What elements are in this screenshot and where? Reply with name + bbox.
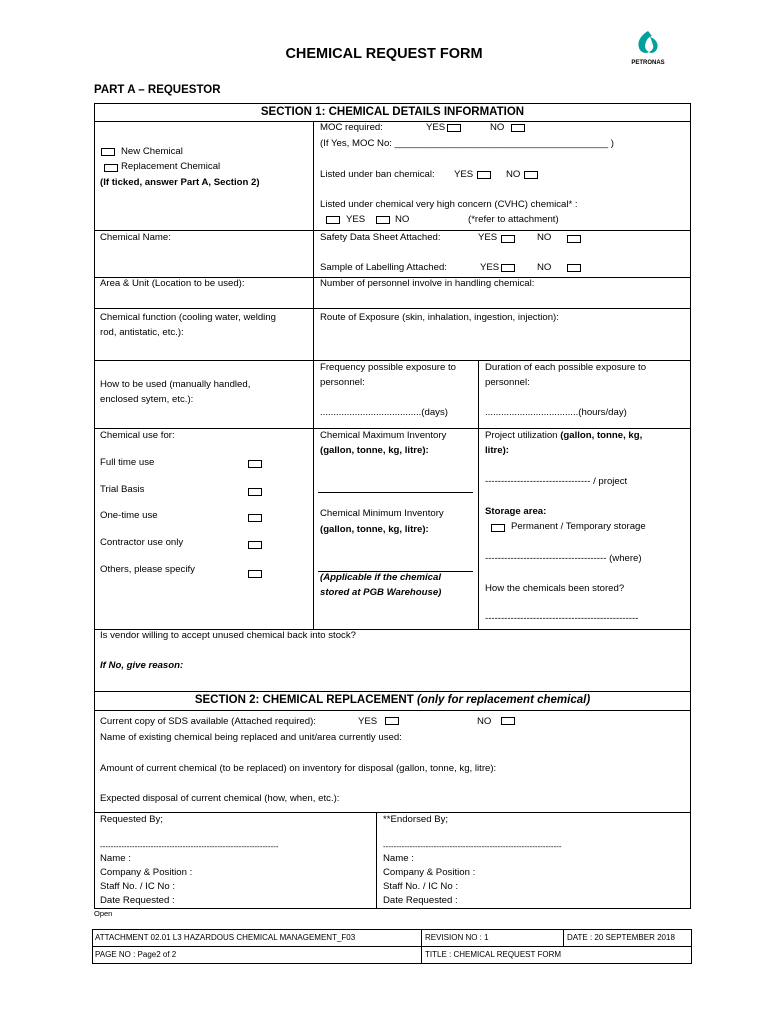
new-chemical-label: New Chemical <box>121 146 183 157</box>
frequency-label-2: personnel: <box>320 377 365 388</box>
footer-revision: REVISION NO : 1 <box>425 933 489 942</box>
rule <box>94 691 691 692</box>
chemical-name-label: Chemical Name: <box>100 232 171 243</box>
rule <box>94 360 691 361</box>
moc-no-label: NO <box>490 122 505 133</box>
storage-area-label: Storage area: <box>485 506 547 517</box>
footer-attachment: ATTACHMENT 02.01 L3 HAZARDOUS CHEMICAL MANAGEMENT_F03 <box>95 933 356 942</box>
footer-rule <box>92 929 692 930</box>
disposal-label: Expected disposal of current chemical (how, when, etc.): <box>100 793 340 804</box>
project-utilization-label: Project utilization <box>485 430 558 441</box>
sds-copy-no-checkbox[interactable] <box>501 717 515 725</box>
border-right <box>690 103 691 909</box>
section1-title: SECTION 1: CHEMICAL DETAILS INFORMATION <box>260 106 525 118</box>
duration-hours-field[interactable]: ...................................(hours/day) <box>485 407 627 418</box>
moc-yes-label: YES <box>426 122 446 133</box>
replacement-chemical-label: Replacement Chemical <box>121 161 221 172</box>
duration-label-2: personnel: <box>485 377 530 388</box>
labelling-yes-checkbox[interactable] <box>501 264 515 272</box>
sds-attached-label: Safety Data Sheet Attached: <box>320 232 441 243</box>
col-divider <box>313 121 314 629</box>
min-inventory-units: (gallon, tonne, kg, litre): <box>320 524 429 535</box>
requested-staff-label: Staff No. / IC No : <box>100 881 176 892</box>
cvhc-yes-checkbox[interactable] <box>326 216 340 224</box>
chemical-function-label: Chemical function (cooling water, welding <box>100 312 276 323</box>
use-for-label: Chemical use for: <box>100 430 175 441</box>
col-divider <box>478 360 479 629</box>
contractor-checkbox[interactable] <box>248 541 262 549</box>
if-no-reason: If No, give reason: <box>100 660 184 671</box>
how-stored-label: How the chemicals been stored? <box>485 583 625 594</box>
rule <box>94 121 691 122</box>
sds-copy-no-label: NO <box>477 716 492 727</box>
endorsed-by-label: **Endorsed By; <box>383 814 449 825</box>
footer-rule <box>563 929 564 947</box>
footer-rule <box>421 929 422 964</box>
col-divider <box>376 812 377 908</box>
project-field[interactable]: --------------------------------- / project <box>485 476 628 487</box>
cvhc-no-checkbox[interactable] <box>376 216 390 224</box>
max-inventory-units: (gallon, tonne, kg, litre): <box>320 445 429 456</box>
max-inventory-label: Chemical Maximum Inventory <box>320 430 447 441</box>
footer-rule <box>691 929 692 964</box>
where-field[interactable]: -------------------------------------- (where) <box>485 553 642 564</box>
frequency-days-field[interactable]: ......................................(days) <box>320 407 448 418</box>
requested-by-label: Requested By; <box>100 814 163 825</box>
footer-rule <box>92 946 692 947</box>
frequency-label: Frequency possible exposure to <box>320 362 456 373</box>
section2-title: SECTION 2: CHEMICAL REPLACEMENT <box>194 694 414 706</box>
if-ticked-note: (If ticked, answer Part A, Section 2) <box>100 177 260 188</box>
endorsed-staff-label: Staff No. / IC No : <box>383 881 459 892</box>
one-time-checkbox[interactable] <box>248 514 262 522</box>
rule <box>94 710 691 711</box>
trial-label: Trial Basis <box>100 484 145 495</box>
ban-chemical-label: Listed under ban chemical: <box>320 169 435 180</box>
rule <box>94 908 691 909</box>
ban-yes-checkbox[interactable] <box>477 171 491 179</box>
ban-no-checkbox[interactable] <box>524 171 538 179</box>
sds-copy-yes-checkbox[interactable] <box>385 717 399 725</box>
how-used-label-2: enclosed sytem, etc.): <box>100 394 194 405</box>
section2-note: (only for replacement chemical) <box>416 694 591 706</box>
classification-label: Open <box>94 909 113 918</box>
cvhc-no-label: NO <box>395 214 410 225</box>
existing-chemical-label: Name of existing chemical being replaced and unit/area currently used: <box>100 732 402 743</box>
moc-number-field[interactable]: (If Yes, MOC No: ________________________________________ ) <box>320 138 614 149</box>
moc-required-label: MOC required: <box>320 122 383 133</box>
cvhc-yes-label: YES <box>346 214 366 225</box>
others-checkbox[interactable] <box>248 570 262 578</box>
rule <box>94 812 691 813</box>
moc-yes-checkbox[interactable] <box>447 124 461 132</box>
page-title: CHEMICAL REQUEST FORM <box>285 46 483 62</box>
input-line <box>318 492 473 493</box>
labelling-yes-label: YES <box>480 262 500 273</box>
amount-label: Amount of current chemical (to be replaced) on inventory for disposal (gallon, tonne, kg, litre): <box>100 763 497 774</box>
sds-yes-checkbox[interactable] <box>501 235 515 243</box>
storage-checkbox[interactable] <box>491 524 505 532</box>
ban-no-label: NO <box>506 169 521 180</box>
contractor-label: Contractor use only <box>100 537 184 548</box>
replacement-chemical-checkbox[interactable] <box>104 164 118 172</box>
requested-name-label: Name : <box>100 853 131 864</box>
sds-copy-yes-label: YES <box>358 716 378 727</box>
requested-company-label: Company & Position : <box>100 867 193 878</box>
area-unit-label: Area & Unit (Location to be used): <box>100 278 245 289</box>
new-chemical-checkbox[interactable] <box>101 148 115 156</box>
endorsed-signature-line[interactable]: ------------------------------------------------------------------- <box>383 842 562 851</box>
requested-date-label: Date Requested : <box>100 895 175 906</box>
moc-no-checkbox[interactable] <box>511 124 525 132</box>
rule <box>94 308 691 309</box>
petronas-logo <box>628 28 668 68</box>
storage-option-label: Permanent / Temporary storage <box>511 521 646 532</box>
rule <box>94 230 691 231</box>
sds-yes-label: YES <box>478 232 498 243</box>
route-exposure-label: Route of Exposure (skin, inhalation, ingestion, injection): <box>320 312 559 323</box>
full-time-label: Full time use <box>100 457 155 468</box>
footer-page: PAGE NO : Page2 of 2 <box>95 950 177 959</box>
applicable-note-2: stored at PGB Warehouse) <box>320 587 442 598</box>
others-label: Others, please specify <box>100 564 195 575</box>
labelling-no-label: NO <box>537 262 552 273</box>
trial-checkbox[interactable] <box>248 488 262 496</box>
duration-label: Duration of each possible exposure to <box>485 362 647 373</box>
footer-title: TITLE : CHEMICAL REQUEST FORM <box>425 950 562 959</box>
logo-text: PETRONAS <box>631 60 665 66</box>
how-stored-field[interactable]: ------------------------------------------------ <box>485 613 639 624</box>
border-left <box>94 103 95 909</box>
part-a-heading: PART A – REQUESTOR <box>94 84 221 96</box>
project-utilization-units-2: litre): <box>485 445 509 456</box>
footer-rule <box>92 963 692 964</box>
footer-rule <box>92 929 93 964</box>
applicable-note: (Applicable if the chemical <box>320 572 442 583</box>
cvhc-label: Listed under chemical very high concern (CVHC) chemical* : <box>320 199 578 210</box>
chemical-function-label-2: rod, antistatic, etc.): <box>100 327 184 338</box>
ban-yes-label: YES <box>454 169 474 180</box>
num-personnel-label: Number of personnel involve in handling chemical: <box>320 278 535 289</box>
rule <box>94 103 691 104</box>
refer-attachment-note: (*refer to attachment) <box>468 214 559 225</box>
sds-copy-label: Current copy of SDS available (Attached required): <box>100 716 316 727</box>
requested-signature-line[interactable]: ------------------------------------------------------------------- <box>100 842 279 851</box>
rule <box>94 428 691 429</box>
endorsed-name-label: Name : <box>383 853 414 864</box>
labelling-no-checkbox[interactable] <box>567 264 581 272</box>
how-used-label: How to be used (manually handled, <box>100 379 251 390</box>
full-time-checkbox[interactable] <box>248 460 262 468</box>
min-inventory-label: Chemical Minimum Inventory <box>320 508 444 519</box>
footer-date: DATE : 20 SEPTEMBER 2018 <box>567 933 675 942</box>
sds-no-label: NO <box>537 232 552 243</box>
sds-no-checkbox[interactable] <box>567 235 581 243</box>
vendor-question: Is vendor willing to accept unused chemical back into stock? <box>100 630 356 641</box>
project-utilization-units: (gallon, tonne, kg, <box>560 430 643 441</box>
labelling-attached-label: Sample of Labelling Attached: <box>320 262 447 273</box>
endorsed-company-label: Company & Position : <box>383 867 476 878</box>
one-time-label: One-time use <box>100 510 158 521</box>
endorsed-date-label: Date Requested : <box>383 895 458 906</box>
